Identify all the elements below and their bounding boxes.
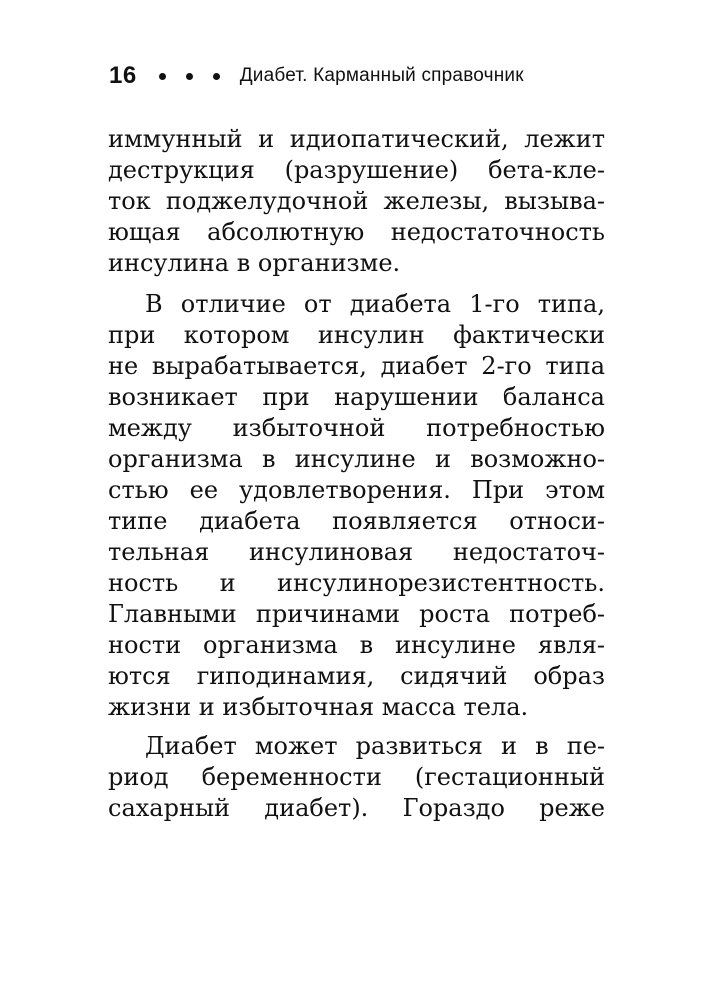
paragraph-1 <box>108 124 605 279</box>
text-line: не вырабатывается, диабет 2-го типа <box>108 352 605 380</box>
text-line: ющая абсолютную недостаточность <box>108 218 605 246</box>
paragraph-2 <box>108 289 605 723</box>
text-line: деструкция (разрушение) бета-кле- <box>108 156 605 184</box>
text-line: ности организма в инсулине явля- <box>108 631 605 659</box>
text-line: ность и инсулинорезистентность. <box>108 569 605 597</box>
text-line: ются гиподинамия, сидячий образ <box>108 662 605 690</box>
text-line: Главными причинами роста потреб- <box>108 600 605 628</box>
text-line: Диабет может развиться и в пе- <box>145 732 605 760</box>
text-line: иммунный и идиопатический, лежит <box>108 125 605 153</box>
dot-icon <box>159 73 166 80</box>
dot-icon <box>186 73 193 80</box>
text-line: тельная инсулиновая недостаточ- <box>108 538 605 566</box>
text-line: возникает при нарушении баланса <box>108 383 605 411</box>
text-line: сахарный диабет). Гораздо реже <box>108 794 605 822</box>
separator-dots <box>159 73 220 80</box>
text-line: В отличие от диабета 1-го типа, <box>145 290 605 318</box>
book-title: Диабет. Карманный справочник <box>239 65 524 86</box>
text-line: ток поджелудочной железы, вызыва- <box>108 187 605 215</box>
text-line: риод беременности (гестационный <box>108 763 605 791</box>
text-line: инсулина в организме. <box>108 249 401 277</box>
text-line: жизни и избыточная масса тела. <box>108 693 529 721</box>
page-number: 16 <box>109 62 137 89</box>
body-text <box>108 124 605 834</box>
text-line: типе диабета появляется относи- <box>108 507 605 535</box>
dot-icon <box>213 73 220 80</box>
paragraph-3 <box>108 731 605 824</box>
text-line: стью ее удовлетворения. При этом <box>108 476 605 504</box>
text-line: при котором инсулин фактически <box>108 321 605 349</box>
text-line: организма в инсулине и возможно- <box>108 445 605 473</box>
text-line: между избыточной потребностью <box>108 414 605 442</box>
running-head <box>109 60 524 92</box>
